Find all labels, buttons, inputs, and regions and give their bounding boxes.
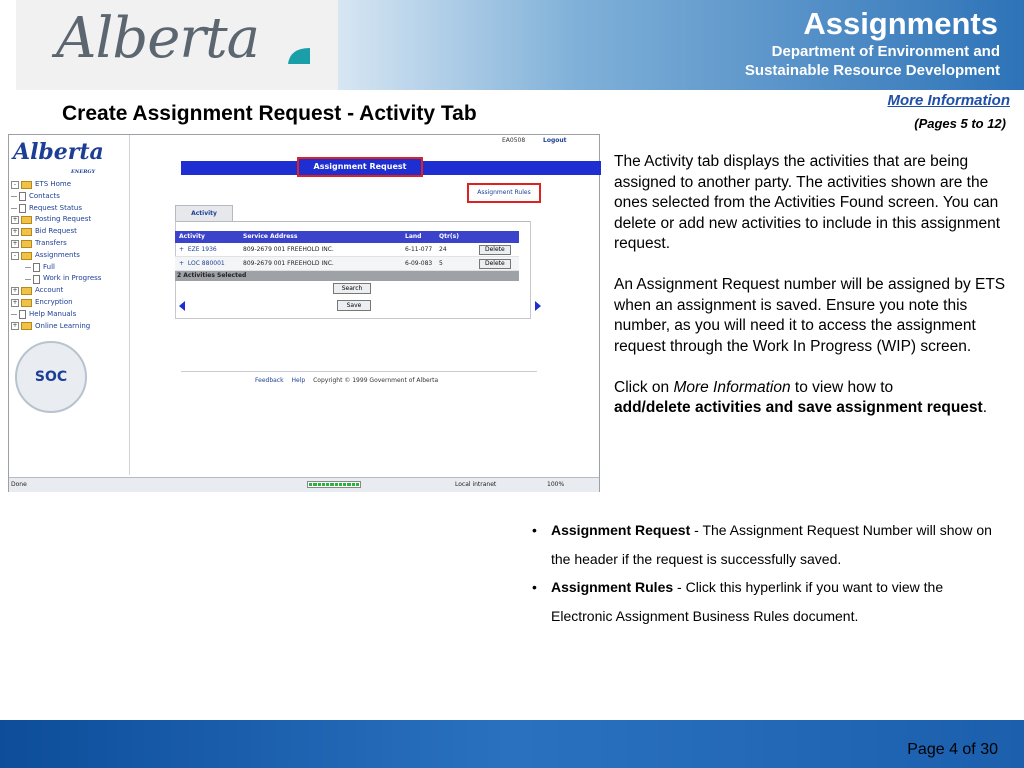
status-progress-bar (307, 481, 361, 488)
quarters: 24 (439, 246, 447, 253)
status-done: Done (11, 481, 27, 488)
nav-tree-item[interactable] (11, 214, 101, 226)
nav-tree-item[interactable] (11, 309, 101, 321)
description-paragraph: The Activity tab displays the activities that are being assigned to another party. The activities shown are the ones selected from the Activities Found screen. You can delete or add new activities to include in this assignment request. (614, 153, 1000, 252)
bullet-symbol: • (532, 579, 537, 595)
logout-link[interactable]: Logout (543, 137, 567, 144)
nav-tree-label: Posting Request (35, 215, 92, 224)
save-button[interactable]: Save (337, 300, 371, 311)
description-paragraph: Click on More Information to view how to add/delete activities and save assignment request. (614, 378, 988, 416)
nav-tree-label: Online Learning (35, 321, 91, 330)
user-code: EA0508 (502, 137, 526, 144)
bullet-symbol: • (532, 522, 537, 538)
folder-icon (21, 287, 32, 295)
folder-icon (21, 216, 32, 224)
column-header: Service Address (243, 233, 298, 240)
search-button[interactable]: Search (333, 283, 371, 294)
pages-note: (Pages 5 to 12) (914, 116, 1006, 131)
activity-id: EZE 1936 (187, 246, 217, 253)
nav-tree (11, 179, 101, 332)
nav-tree-label: Request Status (29, 203, 82, 212)
service-address: 809-2679 001 FREEHOLD INC. (243, 246, 334, 253)
quarters: 5 (439, 260, 443, 267)
nav-tree-label: Help Manuals (29, 309, 77, 318)
slide-title: Create Assignment Request - Activity Tab (62, 102, 477, 125)
bullet-list (532, 516, 1002, 630)
footer-divider (181, 371, 537, 372)
nav-tree-item[interactable] (11, 273, 101, 285)
bullet-term: Assignment Rules (551, 579, 674, 595)
nav-tree-label: Work in Progress (43, 274, 102, 283)
nav-tree-label: Assignments (35, 250, 80, 259)
ets-footer (255, 377, 444, 384)
folder-icon (21, 240, 32, 248)
scroll-right-arrow-icon[interactable] (535, 301, 541, 311)
copyright-text: Copyright © 1999 Government of Alberta (313, 377, 439, 384)
list-item (532, 573, 1002, 630)
expand-icon[interactable]: + (12, 216, 18, 224)
footer-band (0, 720, 1024, 768)
folder-icon (21, 299, 32, 307)
banner-title-area (338, 0, 1024, 90)
list-item (532, 516, 1002, 573)
expand-icon[interactable]: + (12, 298, 18, 306)
folder-icon (21, 228, 32, 236)
banner-subtitle-line2: Sustainable Resource Development (744, 62, 1000, 79)
collapse-icon[interactable]: - (11, 252, 19, 260)
nav-tree-item[interactable] (11, 179, 101, 191)
soc-badge-icon (15, 341, 87, 413)
nav-tree-label: Full (43, 262, 55, 271)
nav-tree-label: Transfers (35, 238, 67, 247)
description-paragraph: An Assignment Request number will be assigned by ETS when an assignment is saved. Ensure you note this number, as you will need it to access the assignment request through the Work In Progress (WIP) screen. (614, 276, 1006, 355)
ets-logo-text: Alberta (13, 139, 104, 165)
page-number: Page 4 of 30 (907, 741, 998, 758)
activity-link[interactable] (175, 257, 243, 270)
row-prefix: + (179, 246, 185, 253)
column-header: Qtr(s) (439, 233, 459, 240)
bullet-term: Assignment Request (551, 522, 691, 538)
page-icon (33, 263, 40, 272)
banner-subtitle (745, 42, 1000, 80)
ets-logo (13, 139, 104, 175)
folder-icon (21, 252, 32, 260)
expand-icon[interactable]: + (12, 228, 18, 236)
nav-tree-item[interactable] (11, 297, 101, 309)
banner-subtitle-line1: Department of Environment and (771, 43, 1000, 60)
nav-tree-label: ETS Home (35, 180, 72, 188)
nav-tree-label: Contacts (29, 191, 60, 200)
selected-summary: 2 Activities Selected (175, 271, 519, 281)
column-header: Land (405, 233, 422, 240)
page-icon (19, 192, 26, 201)
folder-icon (21, 181, 32, 189)
collapse-icon[interactable]: - (11, 181, 19, 189)
nav-tree-item[interactable] (11, 285, 101, 297)
browser-status-bar (9, 477, 599, 492)
bullet-text: - The Assignment Request Number will show on the header if the request is successfully saved. (551, 522, 992, 567)
nav-tree-item[interactable] (11, 250, 101, 262)
expand-icon[interactable]: + (12, 239, 18, 247)
alberta-logo-box (16, 0, 338, 90)
page-icon (33, 275, 40, 284)
bullet-text: - Click this hyperlink if you want to view the Electronic Assignment Business Rules document. (551, 579, 944, 624)
delete-button[interactable]: Delete (479, 259, 511, 269)
nav-tree-item[interactable] (11, 238, 101, 250)
nav-tree-label: Encryption (35, 297, 73, 306)
table-row (175, 257, 519, 271)
more-information-link[interactable]: More Information (887, 92, 1010, 109)
security-zone: Local intranet (455, 481, 497, 488)
activity-link[interactable] (175, 243, 243, 256)
feedback-link[interactable]: Feedback (255, 377, 284, 384)
folder-icon (21, 322, 32, 330)
ets-sidebar (9, 135, 130, 475)
tab-activity[interactable]: Activity (175, 205, 233, 222)
more-information-reference: More Information (673, 378, 791, 396)
delete-button[interactable]: Delete (479, 245, 511, 255)
nav-tree-item[interactable] (11, 262, 101, 274)
table-header (175, 231, 519, 243)
nav-tree-item[interactable] (11, 226, 101, 238)
nav-tree-item[interactable] (11, 203, 101, 215)
row-prefix: + (179, 260, 185, 267)
assignment-request-header: Assignment Request (297, 157, 423, 177)
zoom-level[interactable]: 100% (547, 481, 565, 488)
expand-icon[interactable]: + (12, 322, 18, 330)
nav-tree-label: Bid Request (35, 227, 77, 236)
ets-logo-subtext: ENERGY (71, 169, 96, 175)
service-address: 809-2679 001 FREEHOLD INC. (243, 260, 334, 267)
header-banner (0, 0, 1024, 90)
ets-screenshot (8, 134, 600, 492)
action-summary: add/delete activities and save assignment request (614, 399, 983, 416)
help-link[interactable]: Help (291, 377, 306, 384)
nav-tree-label: Account (35, 286, 64, 295)
land: 6-11-077 (405, 246, 433, 253)
nav-tree-item[interactable] (11, 321, 101, 333)
banner-title: Assignments (803, 6, 998, 41)
activity-table (175, 231, 519, 281)
description (614, 152, 1014, 439)
expand-icon[interactable]: + (12, 287, 18, 295)
land: 6-09-083 (405, 260, 433, 267)
table-row (175, 243, 519, 257)
page-icon (19, 204, 26, 213)
page-icon (19, 310, 26, 319)
scroll-left-arrow-icon[interactable] (179, 301, 185, 311)
column-header: Activity (179, 233, 205, 240)
assignment-rules-link[interactable]: Assignment Rules (467, 183, 541, 203)
alberta-logo-mark-icon (286, 46, 312, 66)
soc-badge-label: SOC (34, 369, 68, 385)
alberta-logo: Alberta (56, 6, 259, 71)
nav-tree-item[interactable] (11, 191, 101, 203)
activity-id: LOC 880001 (187, 260, 225, 267)
